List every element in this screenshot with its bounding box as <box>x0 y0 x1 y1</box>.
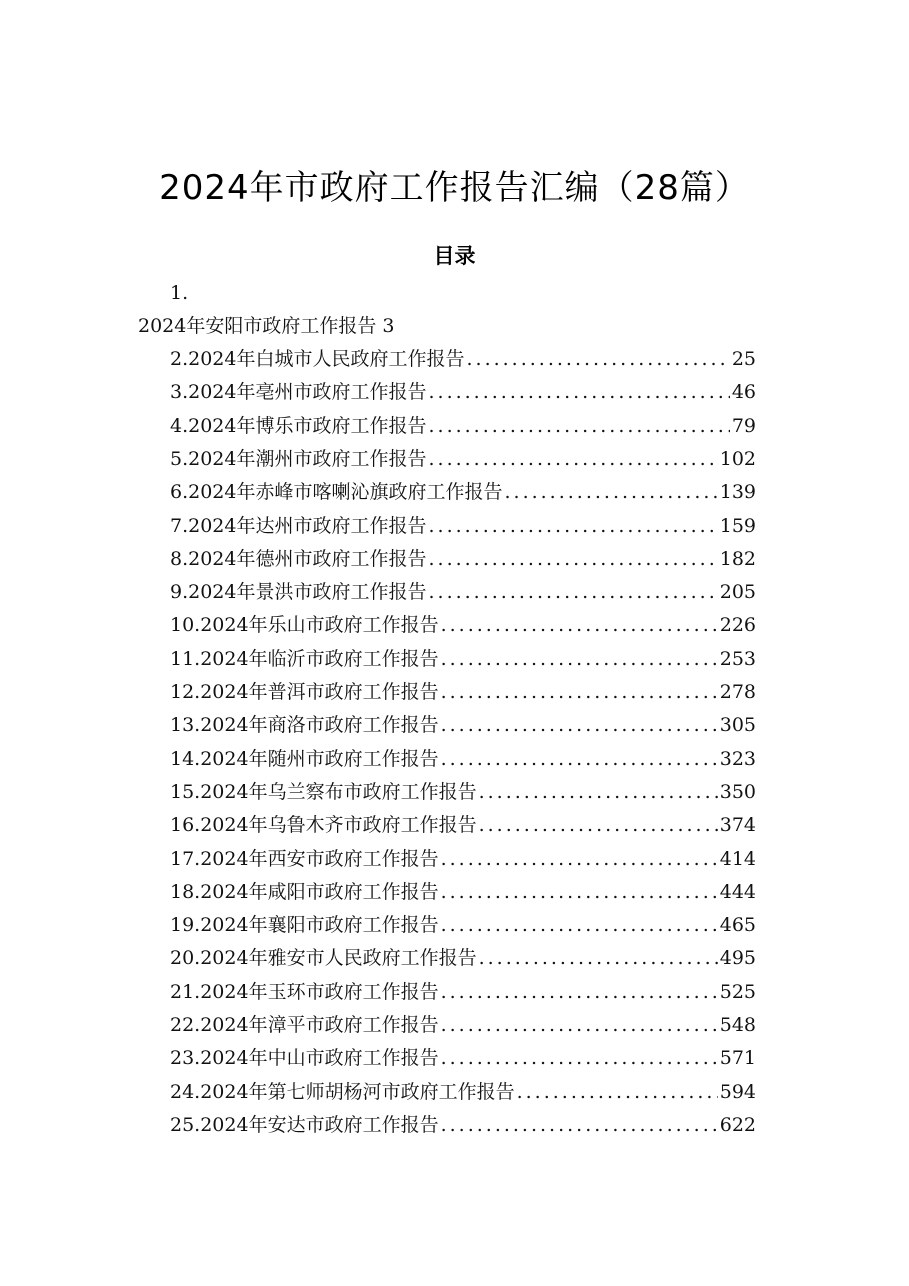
toc-entry-label: 9.2024年景洪市政府工作报告 <box>170 581 427 603</box>
toc-entry-label: 2.2024年白城市人民政府工作报告 <box>170 348 465 370</box>
toc-dot-leader <box>439 877 718 907</box>
toc-entry-label: 21.2024年玉环市政府工作报告 <box>170 981 439 1003</box>
toc-entry-1-text[interactable]: 2024年安阳市政府工作报告 3 <box>138 315 395 337</box>
toc-entry[interactable] <box>170 1110 756 1140</box>
toc-entry[interactable] <box>170 610 756 640</box>
toc-dot-leader <box>426 411 729 441</box>
toc-entry-page-number: 622 <box>719 1114 756 1136</box>
toc-entry[interactable] <box>170 1010 756 1040</box>
toc-entry-label: 23.2024年中山市政府工作报告 <box>170 1047 439 1069</box>
toc-entry-label: 22.2024年漳平市政府工作报告 <box>170 1014 439 1036</box>
toc-entry-page-number: 350 <box>719 781 756 803</box>
toc-entry-page-number: 323 <box>719 748 756 770</box>
toc-dot-leader <box>426 511 717 541</box>
toc-entry-page-number: 25 <box>731 348 756 370</box>
document-title: 2024年市政府工作报告汇编（28篇） <box>159 168 750 208</box>
toc-entry-page-number: 278 <box>719 681 756 703</box>
toc-entry[interactable] <box>170 677 756 707</box>
toc-entry-label: 7.2024年达州市政府工作报告 <box>170 515 427 537</box>
toc-dot-leader <box>439 1110 718 1140</box>
toc-entry-label: 10.2024年乐山市政府工作报告 <box>170 614 439 636</box>
toc-dot-leader <box>477 810 718 840</box>
toc-entry-label: 20.2024年雅安市人民政府工作报告 <box>170 947 477 969</box>
toc-entry-label: 15.2024年乌兰察布市政府工作报告 <box>170 781 477 803</box>
toc-entry[interactable] <box>170 411 756 441</box>
toc-dot-leader <box>439 610 718 640</box>
toc-entry-1-number[interactable]: 1. <box>170 282 189 304</box>
toc-entry-page-number: 465 <box>719 914 756 936</box>
toc-entry[interactable] <box>170 511 756 541</box>
toc-entry-page-number: 253 <box>719 648 756 670</box>
toc-entry-page-number: 159 <box>719 515 756 537</box>
toc-entry[interactable] <box>170 444 756 474</box>
toc-entry-label: 5.2024年潮州市政府工作报告 <box>170 448 427 470</box>
toc-entry-label: 19.2024年襄阳市政府工作报告 <box>170 914 439 936</box>
toc-entry-label: 8.2024年德州市政府工作报告 <box>170 548 427 570</box>
toc-dot-leader <box>502 477 717 507</box>
toc-entry-label: 12.2024年普洱市政府工作报告 <box>170 681 439 703</box>
toc-entry-label: 24.2024年第七师胡杨河市政府工作报告 <box>170 1081 515 1103</box>
toc-entry-page-number: 374 <box>719 814 756 836</box>
toc-entry-label: 14.2024年随州市政府工作报告 <box>170 748 439 770</box>
toc-entry-page-number: 79 <box>731 415 756 437</box>
toc-entry-page-number: 226 <box>719 614 756 636</box>
toc-entry[interactable] <box>170 644 756 674</box>
toc-entry-page-number: 571 <box>719 1047 756 1069</box>
toc-dot-leader <box>439 744 718 774</box>
toc-entry[interactable] <box>170 377 756 407</box>
toc-dot-leader <box>426 444 717 474</box>
toc-entry-page-number: 182 <box>719 548 756 570</box>
toc-entry-page-number: 444 <box>719 881 756 903</box>
toc-entry[interactable] <box>170 544 756 574</box>
toc-entry-label: 25.2024年安达市政府工作报告 <box>170 1114 439 1136</box>
toc-dot-leader <box>439 977 718 1007</box>
toc-dot-leader <box>439 644 718 674</box>
toc-dot-leader <box>426 544 717 574</box>
toc-dot-leader <box>439 910 718 940</box>
toc-entry-page-number: 305 <box>719 714 756 736</box>
toc-entry-page-number: 102 <box>719 448 756 470</box>
toc-entry[interactable] <box>170 910 756 940</box>
toc-entry-label: 18.2024年咸阳市政府工作报告 <box>170 881 439 903</box>
toc-entry[interactable] <box>170 943 756 973</box>
toc-entry[interactable] <box>170 810 756 840</box>
toc-entry-label: 3.2024年亳州市政府工作报告 <box>170 381 427 403</box>
toc-entry[interactable] <box>170 344 756 374</box>
toc-entry-label: 13.2024年商洛市政府工作报告 <box>170 714 439 736</box>
toc-entry[interactable] <box>170 777 756 807</box>
toc-dot-leader <box>426 377 729 407</box>
toc-entry-label: 6.2024年赤峰市喀喇沁旗政府工作报告 <box>170 481 503 503</box>
toc-heading: 目录 <box>433 243 476 268</box>
toc-dot-leader <box>477 943 718 973</box>
toc-dot-leader <box>515 1077 718 1107</box>
toc-entry-page-number: 548 <box>719 1014 756 1036</box>
toc-dot-leader <box>439 1010 718 1040</box>
toc-entry[interactable] <box>170 477 756 507</box>
toc-entry[interactable] <box>170 877 756 907</box>
toc-entry[interactable] <box>170 977 756 1007</box>
toc-entry[interactable] <box>170 744 756 774</box>
toc-dot-leader <box>439 710 718 740</box>
toc-entry-page-number: 46 <box>731 381 756 403</box>
toc-dot-leader <box>426 577 717 607</box>
toc-entry[interactable] <box>170 1077 756 1107</box>
toc-entry[interactable] <box>170 710 756 740</box>
toc-entry-label: 4.2024年博乐市政府工作报告 <box>170 415 427 437</box>
toc-entry[interactable] <box>170 844 756 874</box>
toc-dot-leader <box>477 777 718 807</box>
toc-entry-page-number: 525 <box>719 981 756 1003</box>
toc-dot-leader <box>439 1043 718 1073</box>
toc-entry-page-number: 414 <box>719 848 756 870</box>
toc-entry[interactable] <box>170 577 756 607</box>
toc-entry-page-number: 139 <box>719 481 756 503</box>
toc-entry[interactable] <box>170 1043 756 1073</box>
toc-entry-label: 16.2024年乌鲁木齐市政府工作报告 <box>170 814 477 836</box>
toc-dot-leader <box>439 677 718 707</box>
toc-dot-leader <box>464 344 729 374</box>
toc-entry-page-number: 594 <box>719 1081 756 1103</box>
toc-dot-leader <box>439 844 718 874</box>
toc-entry-page-number: 495 <box>719 947 756 969</box>
toc-entry-page-number: 205 <box>719 581 756 603</box>
toc-entry-label: 11.2024年临沂市政府工作报告 <box>170 648 439 670</box>
toc-entry-label: 17.2024年西安市政府工作报告 <box>170 848 439 870</box>
